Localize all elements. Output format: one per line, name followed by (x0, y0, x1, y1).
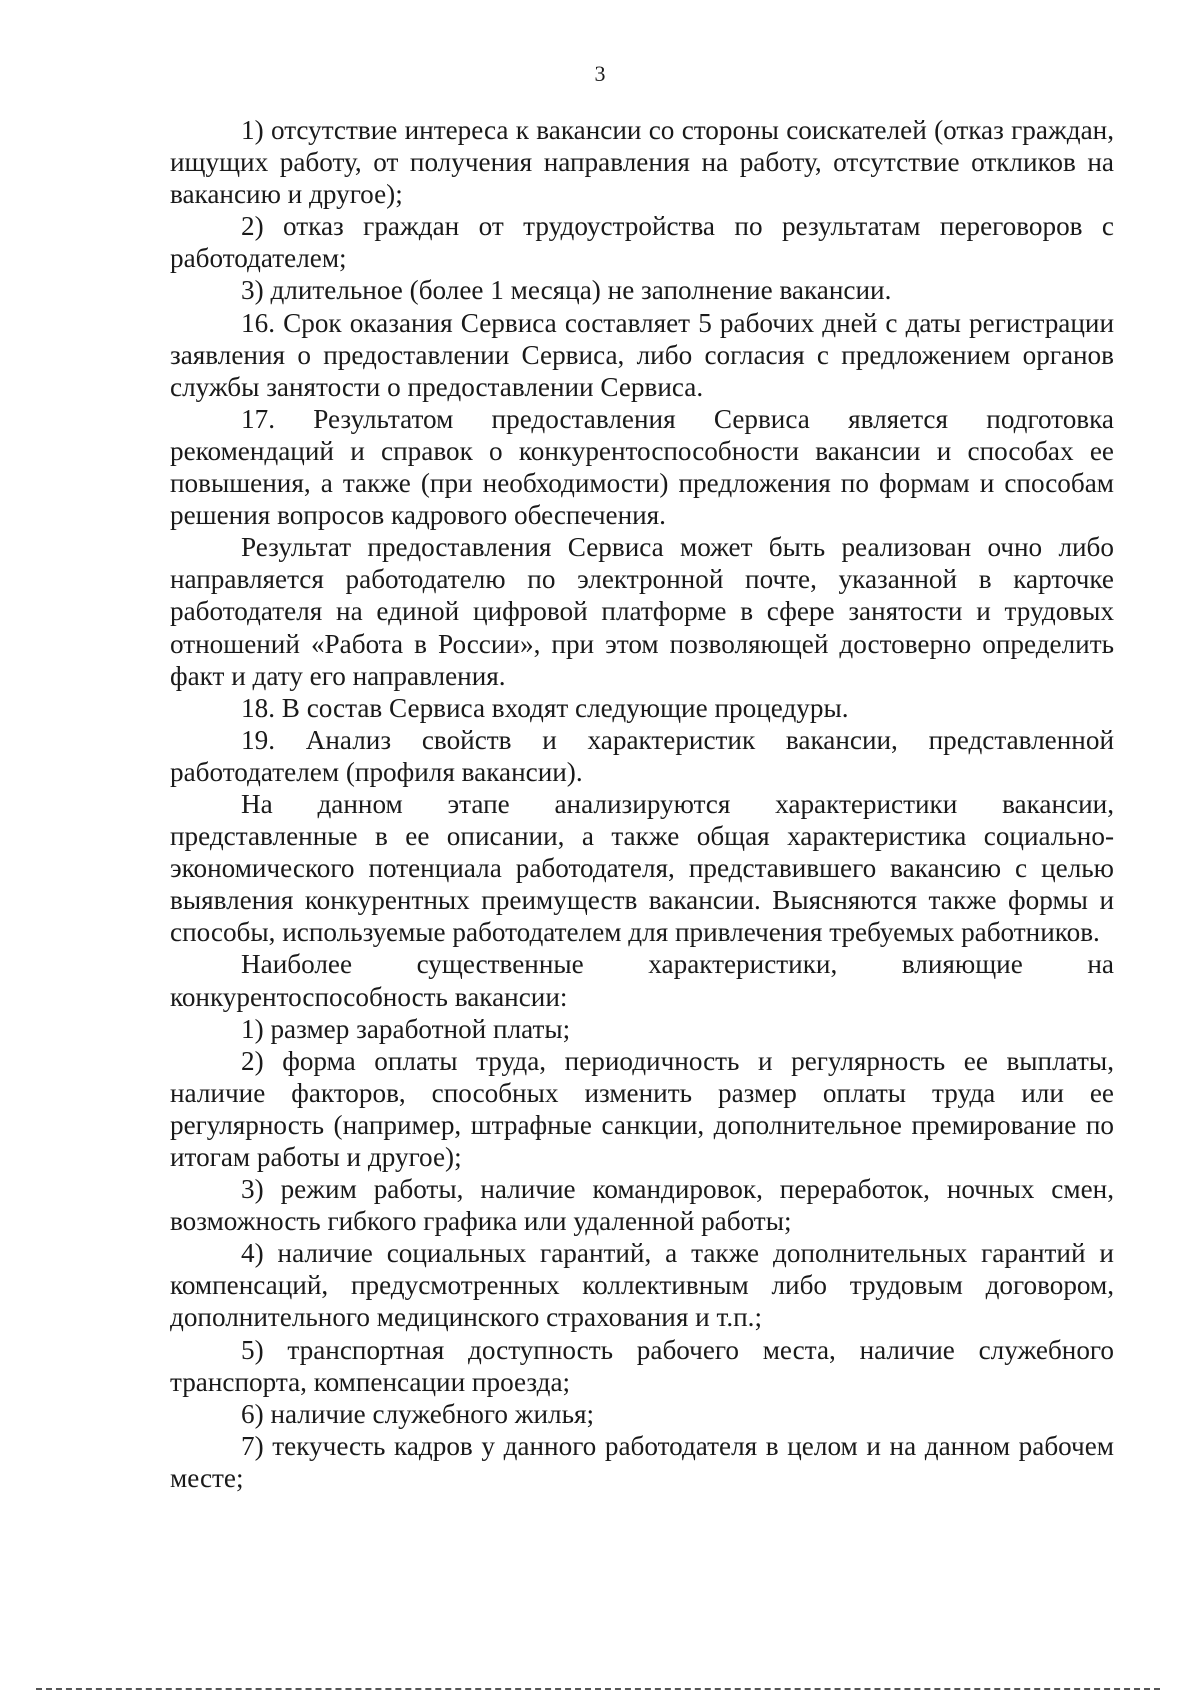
document-body (170, 114, 1114, 1494)
paragraph: 3) длительное (более 1 месяца) не заполнение вакансии. (241, 275, 892, 306)
paragraph: На данном этапе анализируются характеристики вакансии, представленные в ее описании, а также общая характеристика социально-экономического потенциала работодателя, представившего вакансию с целью выявления конкурентных преимуществ вакансии. Выясняются также формы и способы, используемые работодателем для привлечения требуемых работников. (170, 788, 1114, 948)
paragraph: 19. Анализ свойств и характеристик вакансии, представленной работодателем (профиля вакансии). (170, 724, 1114, 787)
paragraph: 17. Результатом предоставления Сервиса является подготовка рекомендаций и справок о конкурентоспособности вакансии и способах ее повышения, а также (при необходимости) предложения по формам и способам решения вопросов кадрового обеспечения. (170, 403, 1114, 531)
list-item: 2) форма оплаты труда, периодичность и регулярность ее выплаты, наличие факторов, способных изменить размер оплаты труда или ее регулярность (например, штрафные санкции, дополнительное премирование по итогам работы и другое); (170, 1045, 1114, 1172)
list-item: 6) наличие служебного жилья; (241, 1398, 595, 1429)
paragraph: 1) отсутствие интереса к вакансии со стороны соискателей (отказ граждан, ищущих работу, от получения направления на работу, отсутствие откликов на вакансию и другое); (170, 115, 1114, 210)
page-bottom-edge (36, 1688, 1160, 1690)
list-item: 7) текучесть кадров у данного работодателя в целом и на данном рабочем месте; (170, 1430, 1114, 1493)
paragraph: Результат предоставления Сервиса может быть реализован очно либо направляется работодателю по электронной почте, указанной в карточке работодателя на единой цифровой платформе в сфере занятости и трудовых отношений «Работа в России», при этом позволяющей достоверно определить факт и дату его направления. (170, 532, 1114, 691)
list-item: 4) наличие социальных гарантий, а также дополнительных гарантий и компенсаций, предусмотренных коллективным либо трудовым договором, дополнительного медицинского страхования и т.п.; (170, 1238, 1114, 1333)
page-number: 3 (594, 61, 606, 86)
paragraph: 2) отказ граждан от трудоустройства по результатам переговоров с работодателем; (170, 211, 1114, 274)
list-item: 1) размер заработной платы; (241, 1013, 571, 1044)
list-item: 5) транспортная доступность рабочего места, наличие служебного транспорта, компенсации проезда; (170, 1334, 1114, 1397)
paragraph: Наиболее существенные характеристики, влияющие на конкурентоспособность вакансии: (170, 949, 1114, 1012)
list-item: 3) режим работы, наличие командировок, переработок, ночных смен, возможность гибкого графика или удаленной работы; (170, 1174, 1114, 1237)
paragraph: 16. Срок оказания Сервиса составляет 5 рабочих дней с даты регистрации заявления о предоставлении Сервиса, либо согласия с предложением органов службы занятости о предоставлении Сервиса. (170, 307, 1114, 402)
paragraph: 18. В состав Сервиса входят следующие процедуры. (241, 692, 849, 723)
